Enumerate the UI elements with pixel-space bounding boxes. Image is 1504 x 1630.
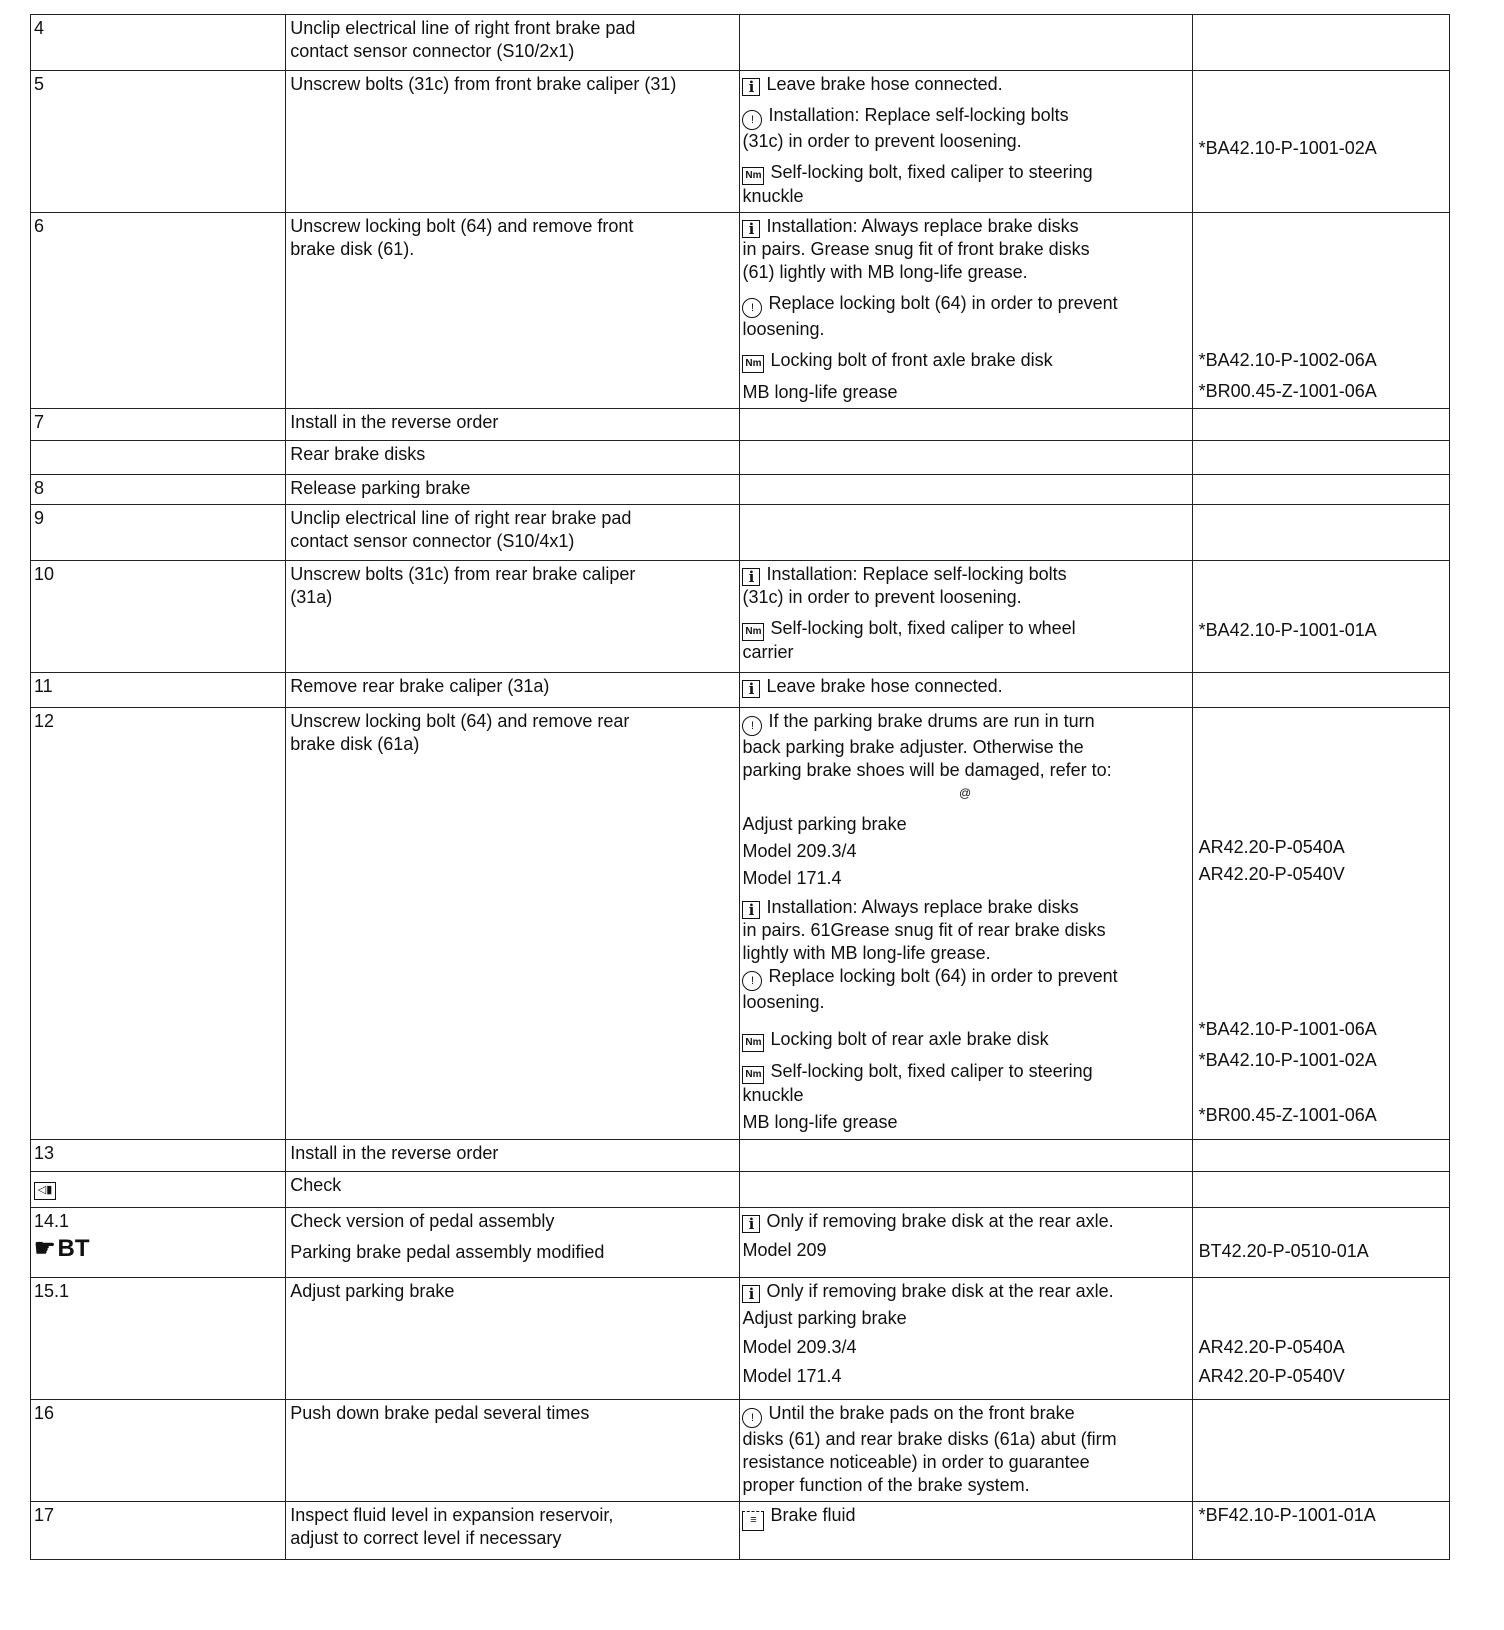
doc-reference[interactable]: BT42.20-P-0510-01A bbox=[1198, 1241, 1369, 1261]
operation-text: Unscrew locking bolt (64) and remove front brake disk (61). bbox=[286, 213, 740, 409]
step-number: 17 bbox=[31, 1502, 286, 1560]
notes-cell: i Leave brake hose connected. ! Installation: Replace self-locking bolts (31c) in order to prevent loosening. Nm Self-locking bolt, fixed caliper to steering knuckle bbox=[740, 71, 1192, 213]
info-icon: i bbox=[742, 1285, 760, 1303]
step-number: 9 bbox=[31, 505, 286, 561]
doc-reference[interactable]: AR42.20-P-0540V bbox=[1198, 1366, 1345, 1386]
reference-cell bbox=[1192, 708, 1449, 1140]
table-row bbox=[31, 505, 1450, 561]
torque-nm-icon: Nm bbox=[742, 623, 764, 641]
notes-cell bbox=[740, 15, 1192, 71]
notes-cell: i Leave brake hose connected. bbox=[740, 673, 1192, 708]
doc-reference: *BR00.45-Z-1001-06A bbox=[1198, 1105, 1377, 1125]
doc-reference[interactable]: AR42.20-P-0540V bbox=[1198, 864, 1345, 884]
notes-cell: i Only if removing brake disk at the rear axle. Adjust parking brake Model 209.3/4 Model 171.4 bbox=[740, 1278, 1192, 1400]
operation-text: Unscrew locking bolt (64) and remove rear brake disk (61a) bbox=[286, 708, 740, 1140]
link-marker[interactable]: @ bbox=[958, 786, 972, 800]
doc-reference: *BR00.45-Z-1001-06A bbox=[1198, 381, 1377, 401]
torque-nm-icon: Nm bbox=[742, 167, 764, 185]
caution-icon: ! bbox=[742, 716, 762, 736]
table-row bbox=[31, 441, 1450, 475]
table-row bbox=[31, 15, 1450, 71]
table-row bbox=[31, 1400, 1450, 1502]
notes-cell: ! If the parking brake drums are run in turn back parking brake adjuster. Otherwise the parking brake shoes will be damaged, refer to: @ Adjust parking brake Model 209.3/4 Model 171.4 i Installation: Always replace brake disks in pairs. 61Grease snug fit of rear brake disks lightly with MB long-life grease. ! Replace locking bolt (64) in order to prevent loosening. Nm Locking bolt of rear axle brake disk Nm Self-locking bolt, fixed caliper to steering knuckle MB long-life grease bbox=[740, 708, 1192, 1140]
reference-cell bbox=[1192, 15, 1449, 71]
doc-reference: *BA42.10-P-1001-02A bbox=[1198, 138, 1377, 158]
section-heading: Check bbox=[286, 1172, 740, 1208]
notes-cell: i Installation: Always replace brake disks in pairs. Grease snug fit of front brake disks (61) lightly with MB long-life grease. ! Replace locking bolt (64) in order to prevent loosening. Nm Locking bolt of front axle brake disk MB long-life grease bbox=[740, 213, 1192, 409]
table-row bbox=[31, 1208, 1450, 1278]
doc-reference: *BA42.10-P-1002-06A bbox=[1198, 350, 1377, 370]
table-row bbox=[31, 409, 1450, 441]
table-row bbox=[31, 1172, 1450, 1208]
info-icon: i bbox=[742, 568, 760, 586]
operation-text: Install in the reverse order bbox=[286, 1140, 740, 1172]
torque-nm-icon: Nm bbox=[742, 1034, 764, 1052]
operation-text: Push down brake pedal several times bbox=[286, 1400, 740, 1502]
table-row bbox=[31, 213, 1450, 409]
repair-procedure-table bbox=[30, 14, 1450, 1560]
table-row bbox=[31, 673, 1450, 708]
operation-text: Unscrew bolts (31c) from rear brake caliper (31a) bbox=[286, 561, 740, 673]
check-icon: ◁▮ bbox=[34, 1182, 56, 1200]
fluid-spec-icon: ≡ bbox=[742, 1511, 764, 1531]
table-row bbox=[31, 708, 1450, 1140]
step-number: 11 bbox=[31, 673, 286, 708]
step-number: 16 bbox=[31, 1400, 286, 1502]
step-number: 4 bbox=[31, 15, 286, 71]
doc-reference[interactable]: AR42.20-P-0540A bbox=[1198, 837, 1345, 857]
table-row bbox=[31, 1502, 1450, 1560]
notes-cell: ≡ Brake fluid bbox=[740, 1502, 1192, 1560]
operation-text: Adjust parking brake bbox=[286, 1278, 740, 1400]
operation-text: Unclip electrical line of right rear brake pad contact sensor connector (S10/4x1) bbox=[286, 505, 740, 561]
step-number: 10 bbox=[31, 561, 286, 673]
caution-icon: ! bbox=[742, 971, 762, 991]
reference-cell bbox=[1192, 213, 1449, 409]
caution-icon: ! bbox=[742, 110, 762, 130]
reference-cell bbox=[1192, 71, 1449, 213]
operation-text: Remove rear brake caliper (31a) bbox=[286, 673, 740, 708]
bt-marker: ☛BT bbox=[34, 1235, 90, 1262]
notes-cell: i Installation: Replace self-locking bolts (31c) in order to prevent loosening. Nm Self-locking bolt, fixed caliper to wheel carrier bbox=[740, 561, 1192, 673]
operation-text: Inspect fluid level in expansion reservoir, adjust to correct level if necessary bbox=[286, 1502, 740, 1560]
notes-cell: i Only if removing brake disk at the rear axle. Model 209 bbox=[740, 1208, 1192, 1278]
step-number: 5 bbox=[31, 71, 286, 213]
operation-text: Release parking brake bbox=[286, 475, 740, 505]
table-row bbox=[31, 475, 1450, 505]
step-number: 6 bbox=[31, 213, 286, 409]
operation-text: Install in the reverse order bbox=[286, 409, 740, 441]
info-icon: i bbox=[742, 901, 760, 919]
doc-reference[interactable]: AR42.20-P-0540A bbox=[1198, 1337, 1345, 1357]
table-row bbox=[31, 1140, 1450, 1172]
notes-cell: ! Until the brake pads on the front brake disks (61) and rear brake disks (61a) abut (firm resistance noticeable) in order to guarantee proper function of the brake system. bbox=[740, 1400, 1192, 1502]
doc-reference: *BA42.10-P-1001-01A bbox=[1198, 620, 1377, 640]
reference-cell bbox=[1192, 1278, 1449, 1400]
step-number: 15.1 bbox=[31, 1278, 286, 1400]
pointing-hand-icon: ☛ bbox=[34, 1235, 56, 1262]
info-icon: i bbox=[742, 680, 760, 698]
caution-icon: ! bbox=[742, 298, 762, 318]
operation-text: Check version of pedal assembly Parking brake pedal assembly modified bbox=[286, 1208, 740, 1278]
operation-text: Unclip electrical line of right front brake pad contact sensor connector (S10/2x1) bbox=[286, 15, 740, 71]
step-number: 13 bbox=[31, 1140, 286, 1172]
doc-reference: *BA42.10-P-1001-06A bbox=[1198, 1019, 1377, 1039]
operation-text: Unscrew bolts (31c) from front brake caliper (31) bbox=[286, 71, 740, 213]
doc-reference: *BA42.10-P-1001-02A bbox=[1198, 1050, 1377, 1070]
doc-reference: *BF42.10-P-1001-01A bbox=[1198, 1505, 1376, 1525]
step-number: 7 bbox=[31, 409, 286, 441]
info-icon: i bbox=[742, 220, 760, 238]
section-heading: Rear brake disks bbox=[286, 441, 740, 475]
reference-cell bbox=[1192, 1502, 1449, 1560]
step-number: 12 bbox=[31, 708, 286, 1140]
info-icon: i bbox=[742, 78, 760, 96]
reference-cell bbox=[1192, 561, 1449, 673]
table-row bbox=[31, 71, 1450, 213]
step-number: 14.1 bbox=[34, 1211, 70, 1231]
torque-nm-icon: Nm bbox=[742, 1066, 764, 1084]
table-row bbox=[31, 1278, 1450, 1400]
table-row bbox=[31, 561, 1450, 673]
torque-nm-icon: Nm bbox=[742, 355, 764, 373]
info-icon: i bbox=[742, 1215, 760, 1233]
caution-icon: ! bbox=[742, 1408, 762, 1428]
reference-cell bbox=[1192, 1208, 1449, 1278]
step-number: 8 bbox=[31, 475, 286, 505]
